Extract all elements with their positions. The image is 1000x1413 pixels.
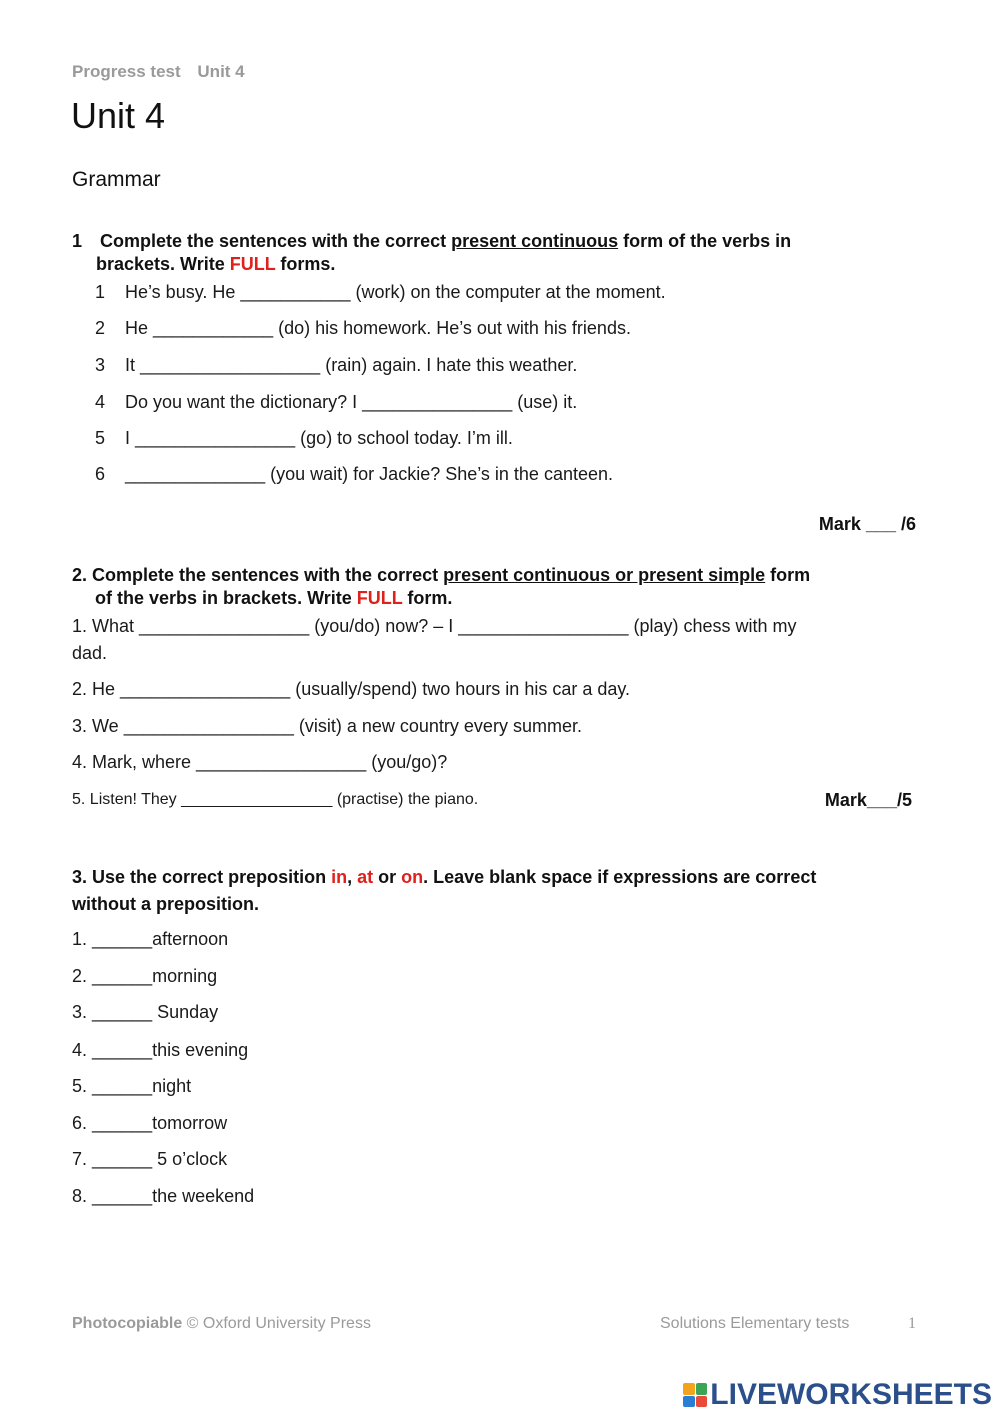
page-title: Unit 4 [71, 95, 166, 136]
liveworksheets-icon [683, 1383, 707, 1407]
ex3-item[interactable]: 4. ______this evening [72, 1040, 249, 1060]
ex1-item[interactable]: 2 He ____________ (do) his homework. He’s out with his friends. [95, 318, 631, 338]
page-number: 1 [908, 1315, 916, 1332]
ex1-item[interactable]: 6 ______________ (you wait) for Jackie? She’s in the canteen. [95, 464, 614, 484]
ex1-item[interactable]: 3 It __________________ (rain) again. I hate this weather. [95, 355, 578, 375]
header-label: Progress test [72, 62, 181, 81]
ex2-item-3[interactable]: 3. We _________________ (visit) a new country every summer. [72, 716, 582, 736]
section-title: Grammar [72, 168, 161, 191]
ex1-item[interactable]: 5 I ________________ (go) to school today. I’m ill. [95, 428, 513, 448]
ex3-item[interactable]: 7. ______ 5 o’clock [72, 1149, 228, 1169]
header-unit: Unit 4 [197, 62, 245, 81]
ex3-item[interactable]: 3. ______ Sunday [72, 1002, 219, 1022]
ex3-item[interactable]: 1. ______afternoon [72, 929, 229, 949]
exercise-3-instructions: 3. Use the correct preposition in, at or on. Leave blank space if expressions are correct without a preposition. [72, 867, 817, 914]
ex1-mark: Mark ___ /6 [818, 514, 916, 534]
ex1-item[interactable]: 1 He’s busy. He ___________ (work) on the computer at the moment. [95, 282, 666, 302]
ex3-item[interactable]: 2. ______morning [72, 966, 218, 986]
ex2-item-1-line-1[interactable]: 1. What _________________ (you/do) now? – I _________________ (play) chess with my [72, 616, 797, 636]
logo-text: LIVEWORKSHEETS [710, 1378, 992, 1411]
exercise-1-number: 1 [72, 231, 83, 251]
ex2-mark: Mark___/5 [824, 790, 912, 810]
exercise-2-instructions: 2. Complete the sentences with the correct present continuous or present simple form of the verbs in brackets. Write FULL form. [72, 565, 811, 608]
ex3-item[interactable]: 8. ______the weekend [72, 1186, 255, 1206]
ex2-item-2[interactable]: 2. He _________________ (usually/spend) two hours in his car a day. [72, 679, 631, 699]
ex3-item[interactable]: 6. ______tomorrow [72, 1113, 228, 1133]
liveworksheets-logo [683, 1378, 992, 1412]
ex2-item-4[interactable]: 4. Mark, where _________________ (you/go)? [72, 752, 448, 772]
footer-series: Solutions Elementary tests [660, 1315, 850, 1332]
footer-copyright: Photocopiable © Oxford University Press [72, 1315, 371, 1332]
ex1-item[interactable]: 4 Do you want the dictionary? I _______________ (use) it. [95, 392, 578, 412]
page-header [72, 62, 257, 82]
ex2-item-5[interactable]: 5. Listen! They _________________ (practise) the piano. [72, 791, 479, 808]
exercise-1-instructions: 1 Complete the sentences with the correct present continuous form of the verbs in brackets. Write FULL forms. [72, 231, 792, 274]
ex3-item[interactable]: 5. ______night [72, 1076, 192, 1096]
ex2-item-1-line-2: dad. [72, 643, 108, 663]
